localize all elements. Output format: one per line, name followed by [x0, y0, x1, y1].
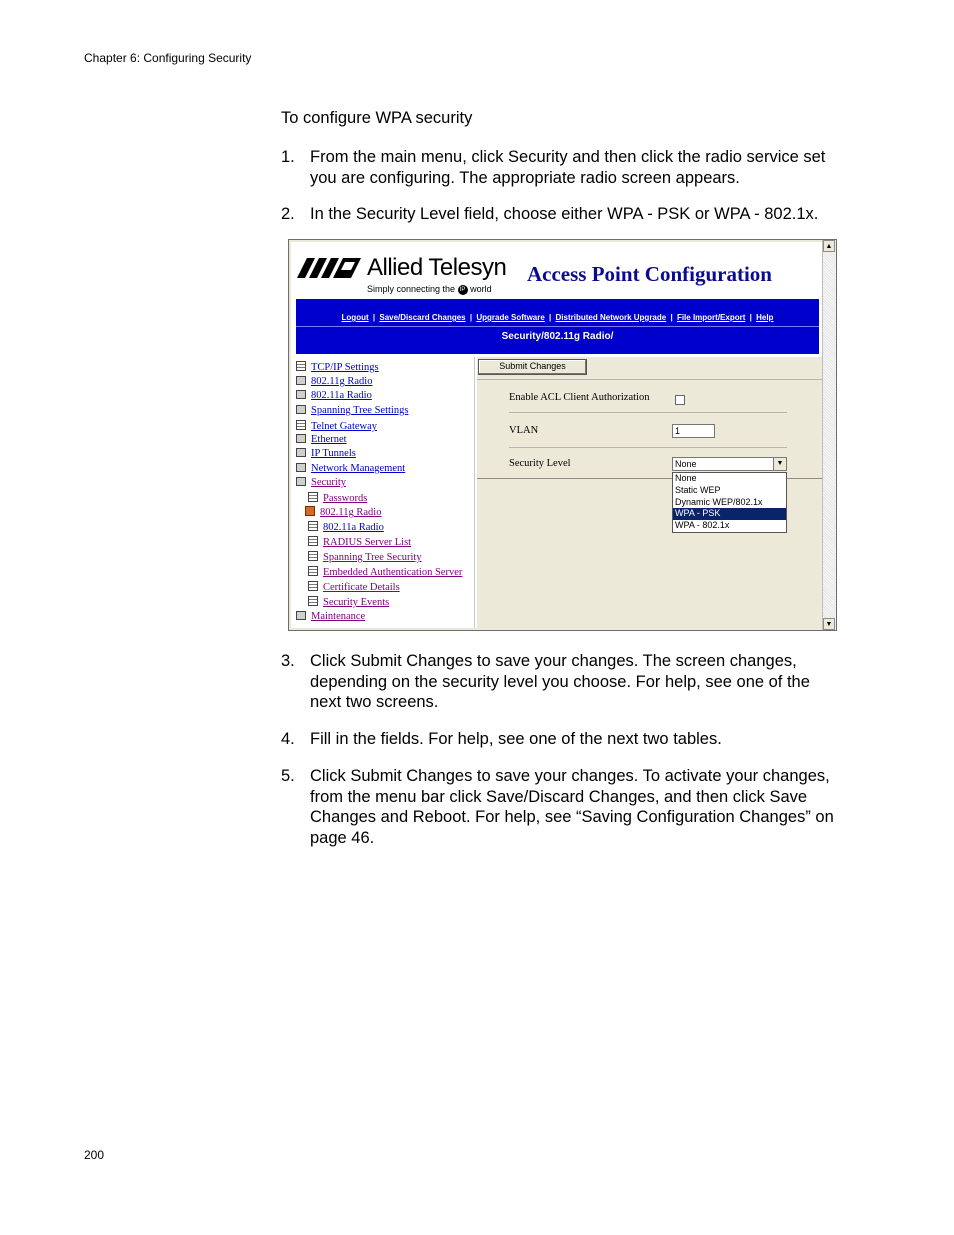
divider: [477, 379, 822, 380]
tagline-post: world: [470, 284, 492, 294]
divider: [509, 447, 787, 448]
acl-checkbox[interactable]: [675, 395, 685, 405]
tree-item-radius-server-list[interactable]: [308, 536, 411, 548]
allied-telesyn-logo-icon: [297, 258, 361, 278]
tree-item-label[interactable]: Passwords: [323, 493, 368, 504]
tree-item-label[interactable]: 802.11a Radio: [311, 390, 372, 401]
tree-item-label[interactable]: 802.11a Radio: [323, 522, 384, 533]
tree-item-network-management[interactable]: [296, 463, 405, 474]
folder-icon: [296, 405, 306, 414]
embedded-screenshot: [288, 239, 837, 631]
nav-save-discard[interactable]: Save/Discard Changes: [379, 313, 466, 322]
brand-logo: [295, 252, 515, 296]
tree-item-security-80211a-radio[interactable]: [308, 521, 384, 533]
acl-label: Enable ACL Client Authorization: [509, 392, 650, 403]
tree-item-label[interactable]: Network Management: [311, 463, 406, 474]
selected-page-icon: [305, 506, 315, 516]
nav-bar: [296, 299, 819, 354]
submit-changes-button[interactable]: Submit Changes: [478, 359, 587, 375]
tree-item-label[interactable]: Security Events: [323, 597, 390, 608]
page-heading: Security/802.11g Radio/: [501, 331, 614, 342]
tree-item-certificate-details[interactable]: [308, 581, 400, 593]
nav-distributed-upgrade[interactable]: Distributed Network Upgrade: [555, 313, 667, 322]
vertical-scrollbar[interactable]: [822, 240, 836, 630]
document-icon: [308, 596, 318, 606]
running-head: Chapter 6: Configuring Security: [84, 51, 252, 65]
tree-item-label[interactable]: Certificate Details: [323, 582, 400, 593]
document-icon: [296, 361, 306, 371]
step-text: In the Security Level field, choose either WPA - PSK or WPA - 802.1x.: [310, 205, 819, 223]
security-level-value: None: [675, 459, 697, 469]
document-icon: [308, 551, 318, 561]
step-text: Click Submit Changes to save your changes. The screen changes, depending on the security level you choose. For help, see one of the next two screens.: [310, 652, 810, 711]
vlan-label: VLAN: [509, 425, 539, 436]
document-icon: [296, 420, 306, 430]
tree-item-label[interactable]: Embedded Authentication Server: [323, 567, 463, 578]
tagline-pre: Simply connecting the: [367, 284, 456, 294]
browser-content: [291, 242, 822, 628]
tree-item-label[interactable]: Security: [311, 477, 346, 488]
nav-separator: |: [749, 313, 752, 322]
step-number: 2.: [281, 205, 295, 223]
step-2: [281, 204, 841, 225]
nav-logout[interactable]: Logout: [341, 313, 369, 322]
nav-tree: [296, 357, 475, 628]
nav-divider: [296, 326, 819, 327]
step-text: From the main menu, click Security and then click the radio service set you are configuring. The appropriate radio screen appears.: [310, 148, 826, 187]
tree-item-spanning-tree-settings[interactable]: [296, 405, 408, 416]
app-title: Access Point Configuration: [527, 262, 772, 286]
step-5: [281, 766, 841, 848]
nav-help[interactable]: Help: [756, 313, 774, 322]
scroll-up-icon[interactable]: ▲: [823, 240, 835, 252]
folder-icon: [296, 434, 306, 443]
divider: [509, 412, 787, 413]
nav-file-import-export[interactable]: File Import/Export: [676, 313, 746, 322]
step-text: Click Submit Changes to save your changes. To activate your changes, from the menu bar click Save/Discard Changes, and then click Save Changes and Reboot. For help, see “Saving Configuration Changes” on page 46.: [310, 767, 834, 847]
step-number: 4.: [281, 730, 295, 748]
option-none[interactable]: None: [675, 473, 697, 483]
tree-item-security-events[interactable]: [308, 596, 389, 608]
option-wpa-psk[interactable]: WPA - PSK: [673, 508, 786, 520]
folder-icon: [296, 611, 306, 620]
document-icon: [308, 521, 318, 531]
nav-links: [296, 313, 819, 322]
step-1: [281, 147, 841, 188]
nav-separator: |: [670, 313, 673, 322]
option-static-wep[interactable]: Static WEP: [675, 484, 721, 495]
step-number: 1.: [281, 148, 295, 166]
tree-item-label[interactable]: RADIUS Server List: [323, 537, 412, 548]
tree-item-telnet-gateway[interactable]: [296, 420, 377, 432]
scroll-down-icon[interactable]: ▼: [823, 618, 835, 630]
tree-item-security-80211g-radio[interactable]: [305, 506, 381, 518]
document-icon: [308, 536, 318, 546]
security-level-select[interactable]: [672, 457, 787, 471]
tree-item-label[interactable]: 802.11g Radio: [311, 376, 373, 387]
tree-item-embedded-auth-server[interactable]: [308, 566, 462, 578]
settings-panel: [477, 357, 822, 628]
nav-separator: |: [469, 313, 473, 322]
tree-item-tcpip-settings[interactable]: [296, 361, 379, 373]
document-icon: [308, 581, 318, 591]
tree-item-80211a-radio[interactable]: [296, 390, 372, 401]
tree-item-80211g-radio[interactable]: [296, 376, 372, 387]
tree-item-maintenance[interactable]: [296, 611, 365, 622]
tree-item-label[interactable]: TCP/IP Settings: [311, 362, 379, 373]
page-number: 200: [84, 1148, 105, 1162]
procedure-title: To configure WPA security: [281, 109, 473, 127]
option-wpa-8021x[interactable]: WPA - 802.1x: [675, 520, 730, 531]
tree-item-ethernet[interactable]: [296, 434, 347, 445]
vlan-input[interactable]: 1: [672, 424, 715, 438]
tree-item-label[interactable]: IP Tunnels: [311, 448, 356, 459]
document-icon: [308, 566, 318, 576]
ip-badge-icon: IP: [458, 285, 468, 295]
nav-separator: |: [549, 313, 552, 322]
tree-item-label[interactable]: Ethernet: [311, 434, 347, 445]
folder-icon: [296, 390, 306, 399]
step-3: [281, 651, 841, 713]
step-4: [281, 729, 841, 750]
tree-item-label[interactable]: Spanning Tree Settings: [311, 405, 409, 416]
brand-name: Allied Telesyn: [367, 254, 507, 281]
tree-item-label[interactable]: Spanning Tree Security: [323, 552, 422, 563]
nav-upgrade-software[interactable]: Upgrade Software: [476, 313, 545, 322]
folder-icon: [296, 376, 306, 385]
nav-separator: |: [372, 313, 376, 322]
tree-item-ip-tunnels[interactable]: [296, 448, 356, 459]
security-level-dropdown: [672, 472, 787, 533]
option-dynamic-wep[interactable]: Dynamic WEP/802.1x: [675, 496, 763, 507]
chevron-down-icon[interactable]: ▼: [773, 458, 786, 470]
step-number: 3.: [281, 652, 295, 670]
folder-icon: [296, 463, 306, 472]
tree-item-security[interactable]: [296, 477, 346, 488]
step-text: Fill in the fields. For help, see one of the next two tables.: [310, 730, 722, 748]
tree-item-spanning-tree-security[interactable]: [308, 551, 422, 563]
tree-item-passwords[interactable]: [308, 492, 367, 504]
tree-item-label[interactable]: 802.11g Radio: [320, 507, 382, 518]
security-level-label: Security Level: [509, 458, 571, 469]
brand-tagline: [367, 284, 492, 295]
step-number: 5.: [281, 767, 295, 785]
document-icon: [308, 492, 318, 502]
tree-item-label[interactable]: Maintenance: [311, 611, 366, 622]
tree-item-label[interactable]: Telnet Gateway: [311, 421, 378, 432]
folder-icon: [296, 448, 306, 457]
open-folder-icon: [296, 477, 306, 486]
